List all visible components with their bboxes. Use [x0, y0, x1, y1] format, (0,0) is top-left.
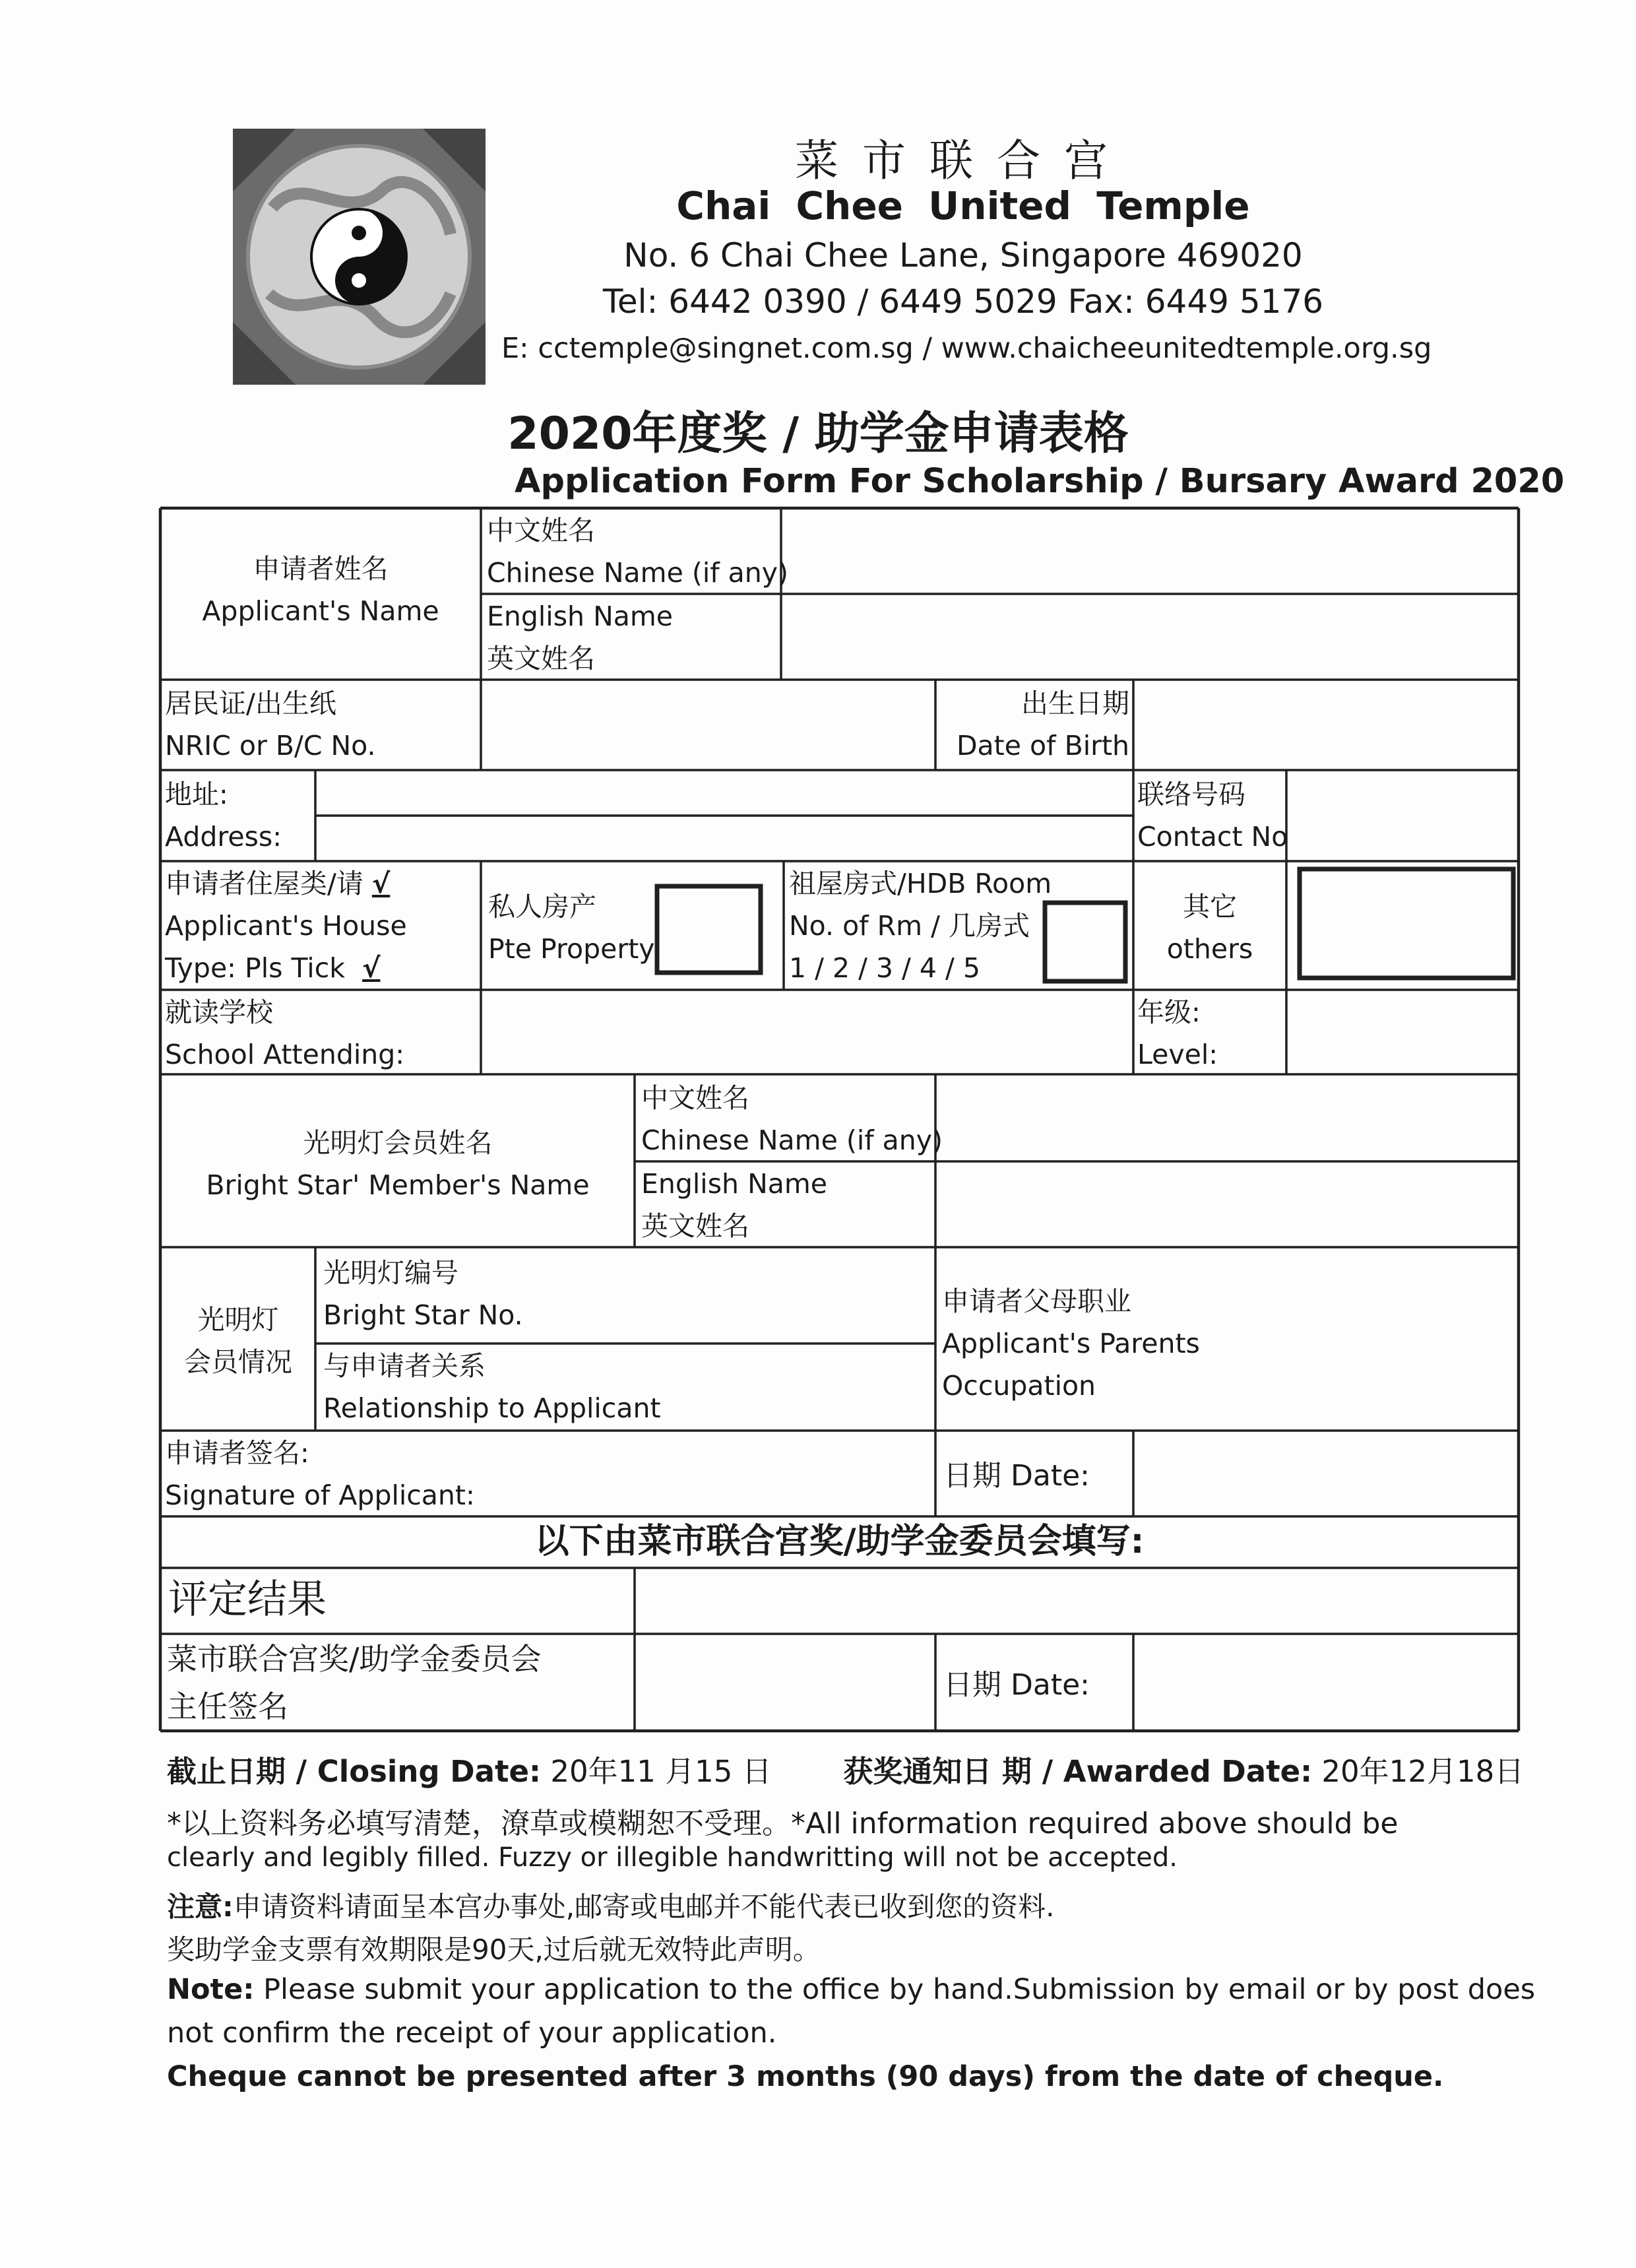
nric-field[interactable] [485, 684, 932, 767]
others-label: 其它 others [1166, 891, 1253, 965]
nric-label: 居民证/出生纸 NRIC or B/C No. [165, 688, 376, 761]
temple-address: No. 6 Chai Chee Lane, Singapore 469020 [623, 236, 1303, 275]
applicant-name-label: 申请者姓名 Applicant's Name [202, 553, 439, 627]
chinese-name-label: 中文姓名 Chinese Name (if any) [487, 515, 789, 589]
dates-line: 截止日期 / Closing Date: 20年11 月15 日 获奖通知日 期 / Awarded Date: 20年12月18日 [167, 1754, 1525, 1789]
member-chinese-name-label: 中文姓名 Chinese Name (if any) [641, 1082, 943, 1156]
others-checkbox [1300, 869, 1513, 978]
committee-section-title: 以下由菜市联合宫奖/助学金委员会填写: [534, 1522, 1145, 1561]
relationship-label: 与申请者关系 Relationship to Applicant [323, 1350, 661, 1424]
house-type-label: 申请者住屋类/请 √ Applicant's House Type: Pls Tick √ [165, 868, 407, 984]
notice-line-1: *以上资料务必填写清楚，潦草或模糊恕不受理。*All information required above should be [167, 1807, 1399, 1840]
cheque-note: Cheque cannot be presented after 3 months (90 days) from the date of cheque. [167, 2060, 1444, 2093]
signature-date-label: 日期 Date: [943, 1459, 1090, 1493]
hdb-label: 祖屋房式/HDB Room No. of Rm / 几房式 1 / 2 / 3 / 4 / 5 [789, 868, 1052, 984]
temple-name-english: Chai Chee United Temple [676, 183, 1250, 228]
member-chinese-name-field[interactable] [939, 1078, 1516, 1158]
parents-occupation-label: 申请者父母职业 Applicant's Parents Occupation [942, 1285, 1200, 1402]
form-title-chinese: 2020年度奖 / 助学金申请表格 [507, 408, 1129, 460]
member-english-name-field[interactable] [939, 1165, 1516, 1245]
chinese-name-field[interactable] [785, 512, 1516, 591]
member-name-label: 光明灯会员姓名 Bright Star' Member's Name [206, 1127, 590, 1201]
note-line-1: Note: Please submit your application to the office by hand.Submission by email or by post does [167, 1973, 1536, 2006]
signature-label: 申请者签名: Signature of Applicant: [165, 1437, 475, 1511]
english-name-field[interactable] [785, 598, 1516, 677]
school-label: 就读学校 School Attending: [165, 996, 405, 1070]
temple-email-website: E: cctemple@singnet.com.sg / www.chaicheeunitedtemple.org.sg [501, 332, 1432, 365]
member-info-label: 光明灯 会员情况 [184, 1304, 292, 1378]
member-english-name-label: English Name 英文姓名 [641, 1168, 828, 1242]
dob-label: 出生日期 Date of Birth [956, 688, 1129, 761]
hdb-checkbox [1045, 903, 1125, 981]
temple-tel-fax: Tel: 6442 0390 / 6449 5029 Fax: 6449 5176 [602, 282, 1324, 321]
school-field[interactable] [485, 993, 1130, 1071]
form-title-english: Application Form For Scholarship / Bursary Award 2020 [515, 462, 1565, 501]
temple-name-chinese: 菜市联合宫 [795, 135, 1131, 186]
result-label: 评定结果 [168, 1576, 327, 1623]
bright-star-no-label: 光明灯编号 Bright Star No. [323, 1257, 523, 1331]
note-line-2: not confirm the receipt of your application. [167, 2017, 777, 2050]
address-label: 地址: Address: [165, 779, 282, 853]
pte-property-label: 私人房产 Pte Property [488, 891, 655, 965]
chairman-signature-label: 菜市联合宫奖/助学金委员会 主任签名 [167, 1641, 542, 1724]
contact-field[interactable] [1290, 773, 1516, 858]
attention-line-2: 奖助学金支票有效期限是90天,过后就无效特此声明。 [167, 1933, 821, 1966]
signature-field[interactable] [164, 1435, 932, 1514]
pte-property-checkbox [657, 886, 761, 973]
signature-date-field[interactable] [1137, 1435, 1516, 1514]
english-name-label: English Name 英文姓名 [487, 600, 674, 674]
level-label: 年级: Level: [1137, 996, 1218, 1070]
notice-line-2: clearly and legibly filled. Fuzzy or illegible handwritting will not be accepted. [167, 1842, 1178, 1873]
committee-date-label: 日期 Date: [943, 1668, 1090, 1702]
attention-line-1: 注意:申请资料请面呈本宫办事处,邮寄或电邮并不能代表已收到您的资料. [167, 1891, 1055, 1923]
address-field[interactable] [319, 773, 1129, 858]
dob-field[interactable] [1137, 684, 1516, 767]
contact-label: 联络号码 Contact No [1137, 779, 1288, 853]
level-field[interactable] [1290, 993, 1516, 1071]
